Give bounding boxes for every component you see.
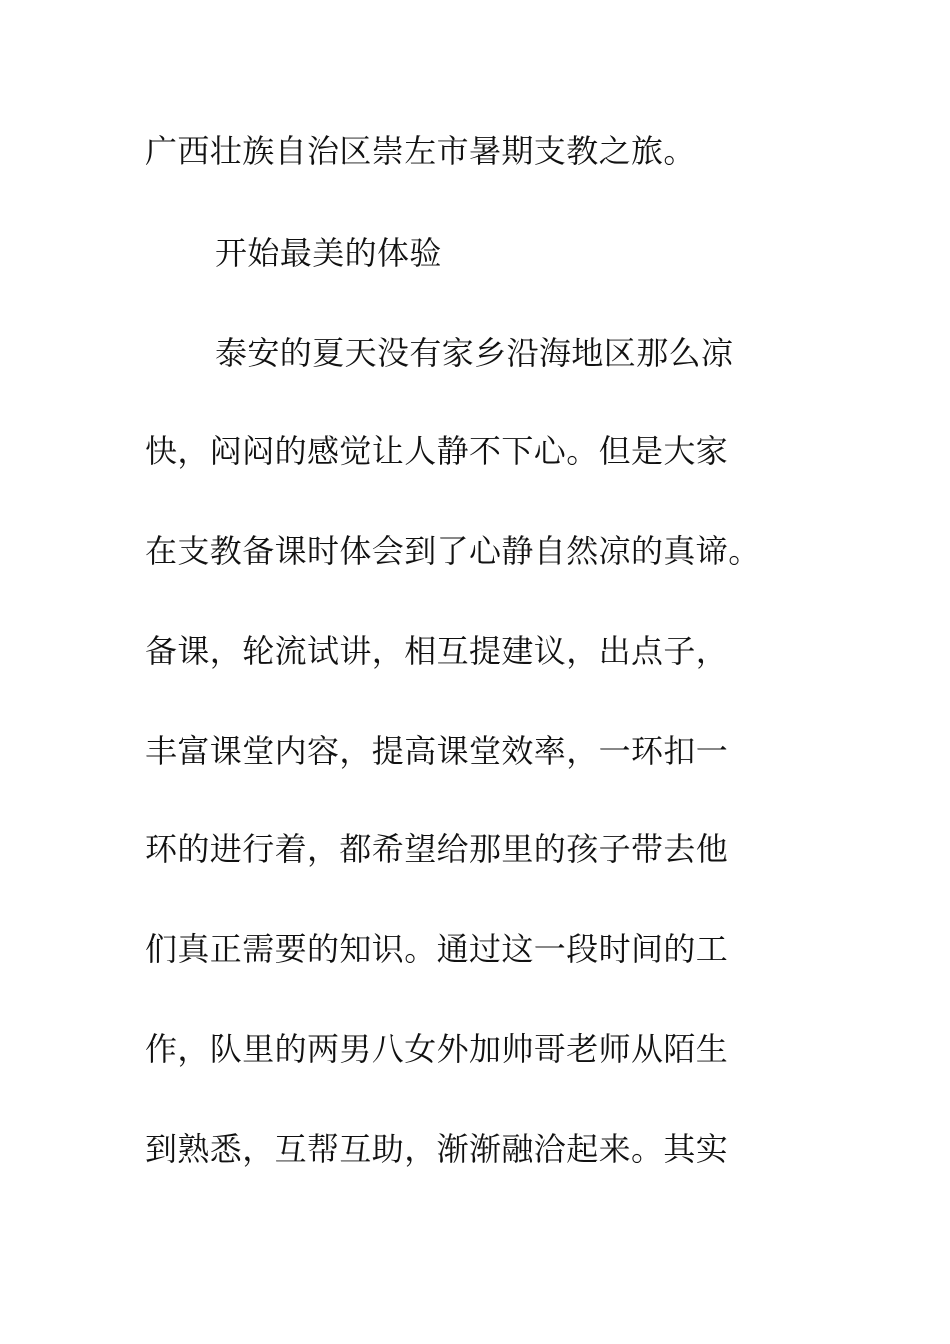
text-line: 在支教备课时体会到了心静自然凉的真谛。 <box>145 532 761 570</box>
text-line: 们真正需要的知识。通过这一段时间的工 <box>145 930 729 968</box>
text-line: 丰富课堂内容，提高课堂效率，一环扣一 <box>145 732 729 770</box>
text-line: 到熟悉，互帮互助，渐渐融洽起来。其实 <box>145 1130 729 1168</box>
text-line: 环的进行着，都希望给那里的孩子带去他 <box>145 830 729 868</box>
section-heading: 开始最美的体验 <box>215 234 442 272</box>
text-line: 快，闷闷的感觉让人静不下心。但是大家 <box>145 432 729 470</box>
text-line: 广西壮族自治区崇左市暑期支教之旅。 <box>145 132 696 170</box>
text-line: 备课，轮流试讲，相互提建议，出点子， <box>145 632 729 670</box>
text-line: 泰安的夏天没有家乡沿海地区那么凉 <box>215 334 734 372</box>
text-line: 作，队里的两男八女外加帅哥老师从陌生 <box>145 1030 729 1068</box>
